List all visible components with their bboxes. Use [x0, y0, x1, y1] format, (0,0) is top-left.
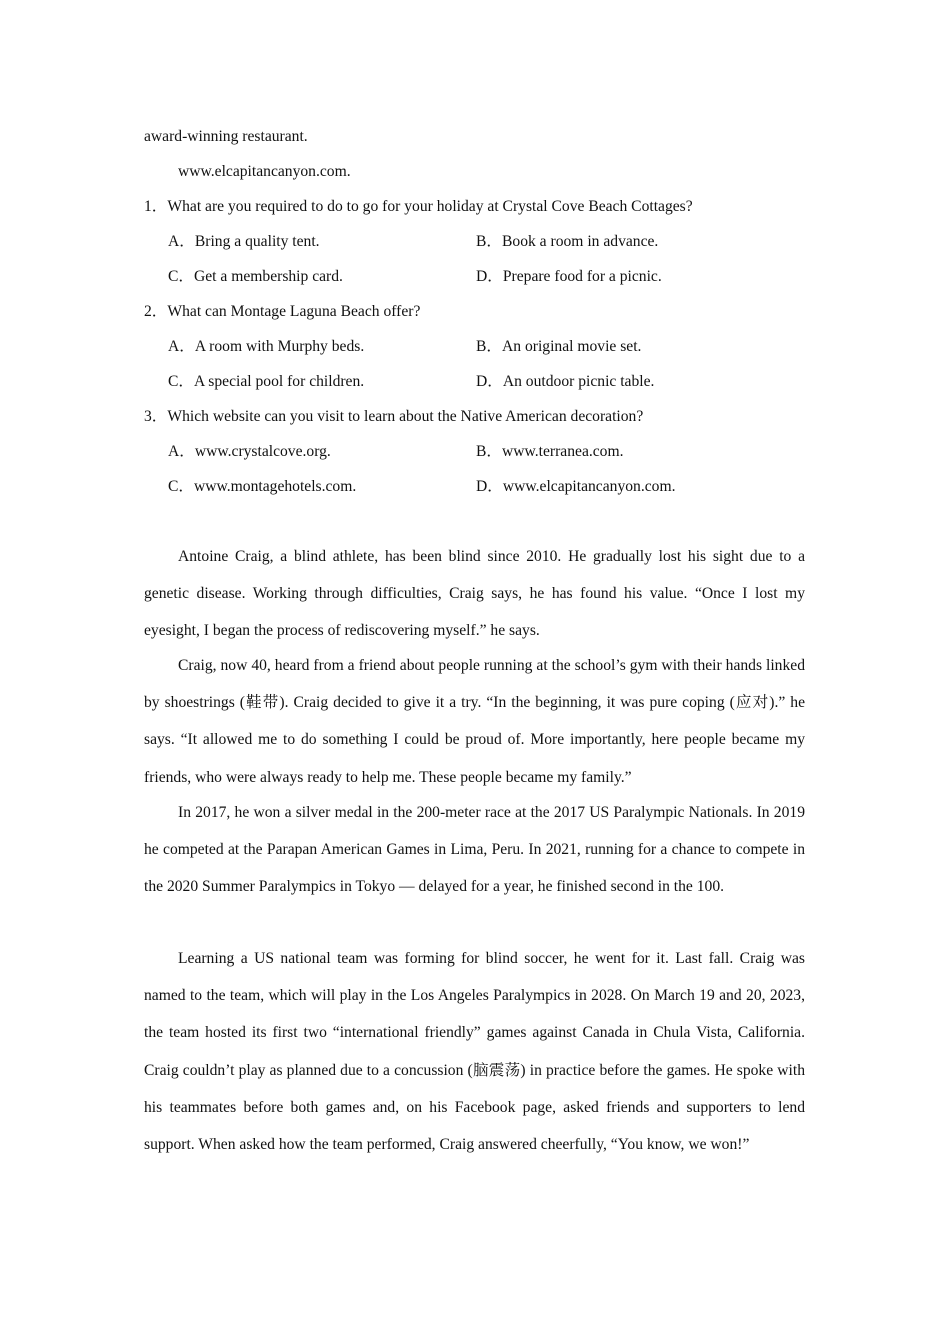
question-3-stem: 3．Which website can you visit to learn about the Native American decoration? [144, 408, 644, 425]
question-1-option-d: D．Prepare food for a picnic. [476, 268, 662, 285]
passage-paragraph-1: Antoine Craig, a blind athlete, has been blind since 2010. He gradually lost his sight due to a genetic disease. Working through difficulties, Craig says, he has found his value. “Once I lost my eyesight, I began the process of rediscovering myself.” he says. [144, 548, 805, 640]
question-2-option-c: C．A special pool for children. [168, 373, 365, 390]
question-3-option-d: D．www.elcapitancanyon.com. [476, 478, 676, 495]
ad-text-line: award-winning restaurant. [144, 128, 308, 145]
question-2-option-a: A．A room with Murphy beds. [168, 338, 365, 355]
passage-paragraph-4: Learning a US national team was forming for blind soccer, he went for it. Last fall. Craig was named to the team, which will play in the Los Angeles Paralympics in 2028. On March 19 and 20, 2023, the team hosted its first two “international friendly” games against Canada in Chula Vista, California. Craig couldn’t play as planned due to a concussion (脑震荡) in practice before the games. He spoke with his teammates before both games and, on his Facebook page, asked friends and supporters to lend support. When asked how the team performed, Craig answered cheerfully, “You know, we won!” [144, 950, 805, 1154]
question-1-stem: 1．What are you required to do to go for your holiday at Crystal Cove Beach Cottages? [144, 198, 693, 215]
passage-paragraph-3: In 2017, he won a silver medal in the 200-meter race at the 2017 US Paralympic Nationals. In 2019 he competed at the Parapan American Games in Lima, Peru. In 2021, running for a chance to compete in the 2020 Summer Paralympics in Tokyo — delayed for a year, he finished second in the 100. [144, 804, 805, 896]
question-1-option-a: A．Bring a quality tent. [168, 233, 320, 250]
question-2-stem: 2．What can Montage Laguna Beach offer? [144, 303, 421, 320]
passage-paragraph-2: Craig, now 40, heard from a friend about people running at the school’s gym with their hands linked by shoestrings (鞋带). Craig decided to give it a try. “In the beginning, it was pure coping (应对).” he says. “It allowed me to do something I could be proud of. More importantly, here people became my friends, who were always ready to help me. These people became my family.” [144, 657, 805, 786]
ad-website: www.elcapitancanyon.com. [178, 163, 351, 180]
question-1-option-c: C．Get a membership card. [168, 268, 343, 285]
question-3-option-b: B．www.terranea.com. [476, 443, 624, 460]
question-1-option-b: B．Book a room in advance. [476, 233, 659, 250]
question-3-option-a: A．www.crystalcove.org. [168, 443, 331, 460]
question-3-option-c: C．www.montagehotels.com. [168, 478, 357, 495]
question-2-option-d: D．An outdoor picnic table. [476, 373, 655, 390]
question-2-option-b: B．An original movie set. [476, 338, 642, 355]
